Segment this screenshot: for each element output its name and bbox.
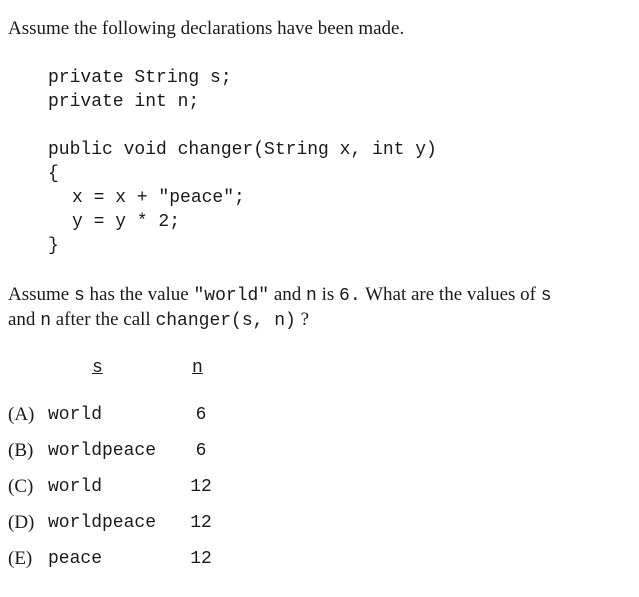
question-line-2 [8,309,309,331]
question-word: Assume [8,284,70,305]
question-word: and [273,284,302,305]
choice-label: (D) [8,512,35,533]
choice-n-value: 6 [195,405,207,425]
choice-s-value: world [48,477,103,497]
question-word: is [321,284,335,305]
choice-label: (B) [8,440,34,461]
question-word: What are the values of [365,284,536,305]
intro-text: Assume the following declarations have been made. [8,18,405,39]
question-word: after the call [55,309,151,330]
code-line-5: x = x + "peace"; [72,188,245,208]
choice-n-value: 12 [190,513,212,533]
question-var-s: s [540,286,552,306]
choice-label: (E) [8,548,33,569]
code-line-6: y = y * 2; [72,212,181,232]
choice-n-value: 12 [190,477,212,497]
code-line-1: private String s; [48,68,232,88]
choice-s-value: worldpeace [48,513,157,533]
choice-s-value: peace [48,549,103,569]
question-mark: ? [300,309,310,330]
question-var-s: s [73,286,85,306]
choice-label: (C) [8,476,34,497]
code-line-7: } [48,236,59,256]
choice-s-value: world [48,405,103,425]
code-line-2: private int n; [48,92,200,112]
question-word: and [8,309,36,330]
code-line-4: { [48,164,59,184]
question-call: changer(s, n) [155,311,296,331]
column-header-n: n [192,358,203,378]
question-value-world: "world" [193,286,270,306]
code-line-3: public void changer(String x, int y) [48,140,437,160]
choice-label: (A) [8,404,35,425]
choice-s-value: worldpeace [48,441,157,461]
question-value-6: 6. [339,286,361,306]
question-var-n: n [306,286,317,306]
question-line-1 [8,284,552,306]
column-header-s: s [92,358,103,378]
question-var-n: n [40,311,51,331]
choice-n-value: 6 [195,441,207,461]
choice-n-value: 12 [190,549,212,569]
question-word: has the value [89,284,189,305]
